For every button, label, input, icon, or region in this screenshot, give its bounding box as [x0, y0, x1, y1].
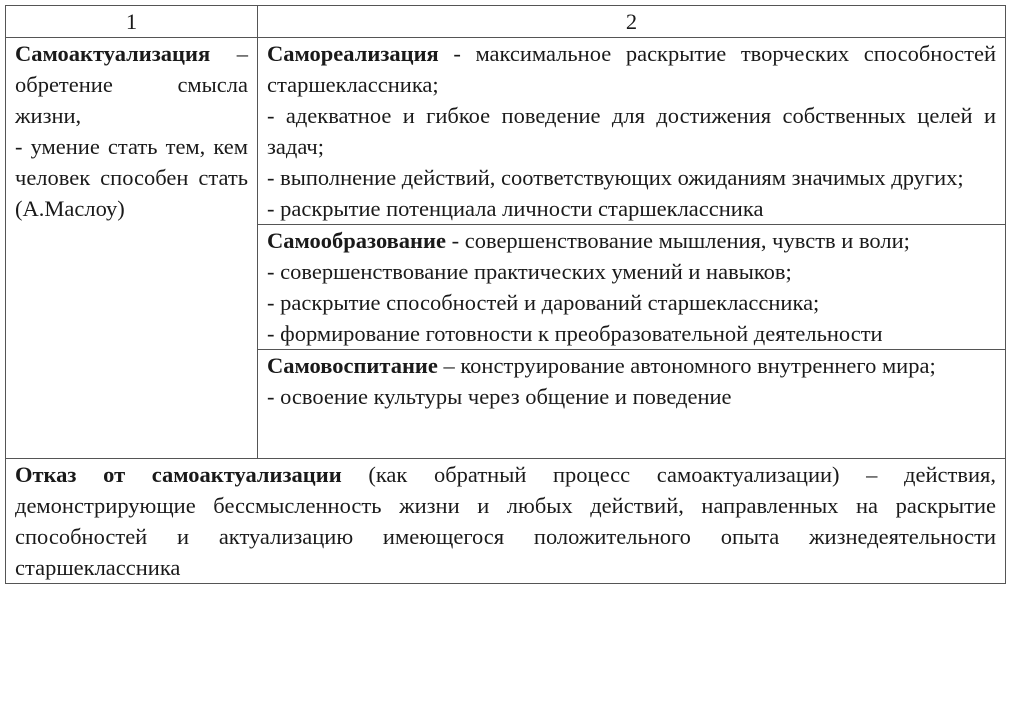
list-item: - адекватное и гибкое поведение для достижения собственных целей и задач; [267, 103, 996, 159]
list-item: - раскрытие потенциала личности старшеклассника [267, 196, 764, 221]
left-line-2: - умение стать тем, кем человек способен стать (А.Маслоу) [15, 134, 248, 221]
self-upbringing-text: – конструирование автономного внутреннего мира; [437, 353, 936, 378]
column-header-1: 1 [6, 6, 258, 38]
self-actualization-cell [6, 38, 258, 459]
self-education-definition [267, 225, 996, 256]
list-item: - совершенствование практических умений и навыков; [267, 259, 792, 284]
left-line-1: – обретение смысла жизни, [15, 41, 248, 128]
self-realization-term: Самореализация [267, 41, 439, 66]
self-realization-definition [267, 38, 996, 100]
self-upbringing-definition [267, 350, 996, 381]
self-actualization-definition [15, 38, 248, 131]
concept-table [5, 5, 1006, 584]
list-item: - раскрытие способностей и дарований старшеклассника; [267, 290, 820, 315]
content-row [6, 38, 1006, 225]
self-realization-cell [258, 38, 1006, 225]
self-actualization-term: Самоактуализация [15, 41, 211, 66]
refusal-cell [6, 459, 1006, 584]
refusal-definition [15, 459, 996, 583]
self-education-term: Самообразование [267, 228, 446, 253]
header-row [6, 6, 1006, 38]
column-header-2: 2 [258, 6, 1006, 38]
self-realization-text: - максимальное раскрытие творческих способностей старшеклассника; [267, 41, 996, 97]
self-upbringing-cell [258, 350, 1006, 459]
refusal-term: Отказ от самоактуализации [15, 462, 342, 487]
self-education-cell [258, 225, 1006, 350]
bottom-row [6, 459, 1006, 584]
self-education-text: - совершенствование мышления, чувств и воли; [445, 228, 910, 253]
self-upbringing-term: Самовоспитание [267, 353, 438, 378]
list-item: - освоение культуры через общение и поведение [267, 384, 732, 409]
list-item: - выполнение действий, соответствующих ожиданиям значимых других; [267, 165, 964, 190]
list-item: - формирование готовности к преобразовательной деятельности [267, 321, 883, 346]
refusal-text: (как обратный процесс самоактуализации) – действия, демонстрирующие бессмысленность жизни и любых действий, направленных на раскрытие способностей и актуализацию имеющегося положительного опыта жизнедеятельности старшеклассника [15, 462, 996, 580]
